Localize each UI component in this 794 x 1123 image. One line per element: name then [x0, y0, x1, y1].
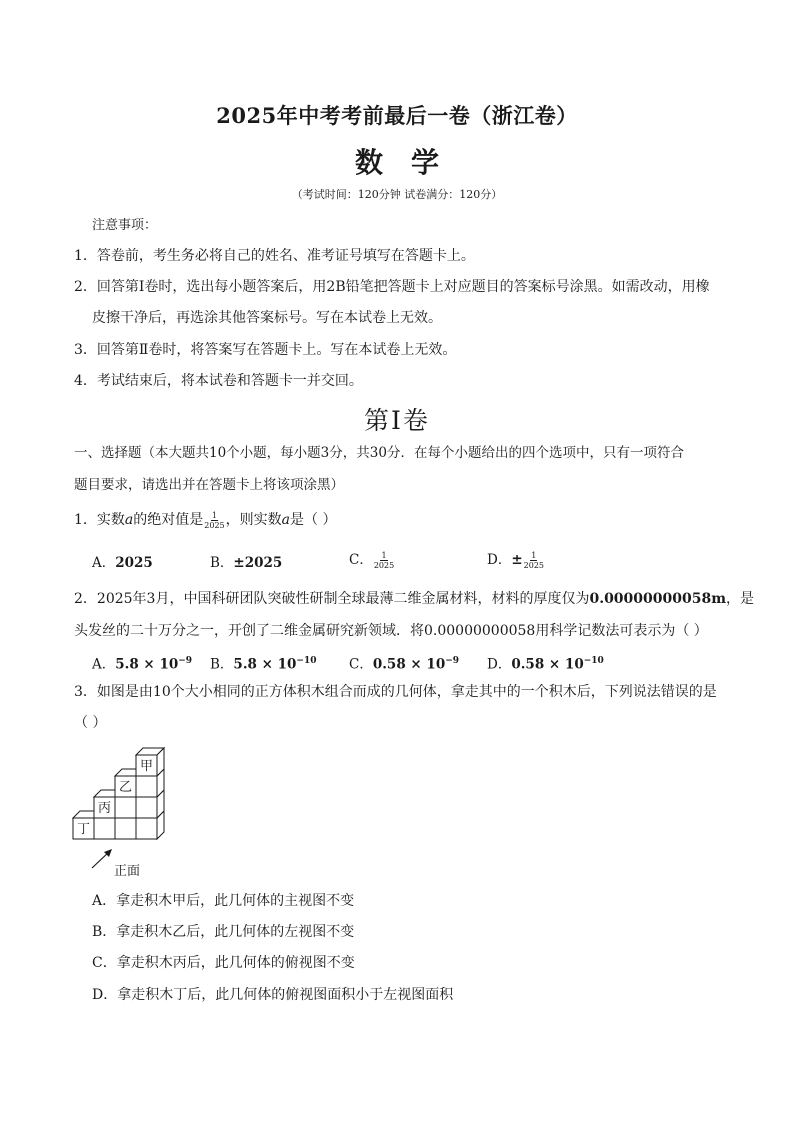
question-2-stem [74, 589, 754, 609]
option-label: D． [487, 552, 512, 568]
notice-item: 3．回答第Ⅱ卷时，将答案写在答题卡上。写在本试卷上无效。 [74, 342, 457, 358]
option-fraction [374, 551, 394, 570]
exam-title: 2025年中考考前最后一卷（浙江卷） [216, 103, 578, 128]
q2-option-d [487, 651, 604, 675]
question-1-stem [74, 510, 336, 530]
option-sign: ± [511, 552, 523, 568]
option-label: A． [92, 656, 116, 673]
option-label: B． [210, 555, 234, 571]
cube-stack-diagram [70, 743, 180, 883]
q1-option-b [210, 553, 282, 573]
q2-value: 0.00000000058m [589, 591, 727, 607]
frac-numerator: 1 [381, 551, 387, 560]
q3-option-c: C．拿走积木丙后，此几何体的俯视图不变 [92, 955, 355, 971]
q1-option-c [349, 550, 395, 570]
option-exponent: −10 [296, 656, 317, 666]
cube [136, 776, 157, 797]
option-label: D． [487, 656, 512, 673]
label-front: 正面 [114, 864, 141, 879]
option-fraction [524, 551, 544, 570]
section-title: 第Ⅰ卷 [364, 406, 430, 435]
q1-var: a [124, 512, 134, 528]
option-base: 5.8 × 10 [233, 656, 297, 673]
cube [136, 797, 157, 818]
q2-option-b [210, 651, 317, 675]
notice-heading: 注意事项： [92, 218, 158, 233]
q1-prefix: 1．实数 [74, 512, 125, 528]
part1-instructions: 题目要求，请选出并在答题卡上将该项涂黑） [74, 477, 344, 493]
cube [115, 818, 136, 839]
notice-item: 2．回答第Ⅰ卷时，选出每小题答案后，用2B铅笔把答题卡上对应题目的答案标号涂黑。如需改动，用橡 [74, 279, 710, 295]
notice-item: 皮擦干净后，再选涂其他答案标号。写在本试卷上无效。 [92, 310, 442, 326]
option-exponent: −9 [445, 656, 460, 666]
label-bing: 丙 [97, 801, 112, 816]
q1-middle: 的绝对值是 [133, 512, 204, 528]
option-exponent: −9 [178, 656, 193, 666]
q2-option-c [349, 651, 459, 675]
q1-fraction [204, 511, 224, 530]
option-base: 5.8 × 10 [115, 656, 179, 673]
label-ding: 丁 [76, 822, 91, 837]
notice-item: 4．考试结束后，将本试卷和答题卡一并交回。 [74, 373, 363, 389]
q1-after: ，则实数 [225, 512, 282, 528]
q2-prefix: 2．2025年3月，中国科研团队突破性研制全球最薄二维金属材料，材料的厚度仅为 [74, 591, 590, 607]
option-base: 0.58 × 10 [372, 656, 446, 673]
q3-option-d: D．拿走积木丁后，此几何体的俯视图面积小于左视图面积 [92, 987, 454, 1003]
q1-option-a [92, 553, 153, 573]
arrow-icon [92, 849, 112, 868]
option-label: A． [92, 555, 116, 571]
q1-end: 是（ ） [290, 512, 337, 528]
option-exponent: −10 [583, 656, 604, 666]
cube [115, 797, 136, 818]
q1-option-d [487, 550, 545, 570]
notice-item: 1．答卷前，考生务必将自己的姓名、准考证号填写在答题卡上。 [74, 248, 475, 264]
q3-option-a: A．拿走积木甲后，此几何体的主视图不变 [92, 893, 355, 909]
q2-suffix: ，是 [726, 591, 755, 607]
option-value: ±2025 [233, 555, 283, 571]
label-yi: 乙 [118, 780, 133, 795]
frac-denominator: 2025 [523, 561, 544, 570]
option-base: 0.58 × 10 [511, 656, 584, 673]
cube [94, 818, 115, 839]
question-3-stem-2: （ ） [74, 715, 107, 731]
question-3-stem: 3．如图是由10个大小相同的正方体积木组合而成的几何体，拿走其中的一个积木后，下列说法错误的是 [74, 684, 717, 700]
option-value: 2025 [115, 555, 153, 571]
cube [136, 818, 157, 839]
option-label: C． [349, 552, 373, 568]
frac-numerator: 1 [211, 510, 217, 520]
subject-title: 数学 [354, 146, 467, 179]
cube-stack-figure [70, 743, 180, 883]
frac-numerator: 1 [531, 551, 537, 560]
option-label: B． [210, 656, 234, 673]
q2-option-a [92, 651, 192, 675]
q1-var-2: a [281, 512, 290, 528]
label-jia: 甲 [139, 759, 154, 774]
part1-instructions: 一、选择题（本大题共10个小题，每小题3分，共30分．在每个小题给出的四个选项中，只有一项符合 [74, 445, 684, 461]
question-2-stem-2: 头发丝的二十万分之一，开创了二维金属研究新领域．将0.00000000058用科学记数法可表示为（ ） [74, 623, 708, 639]
time-info: （考试时间：120分钟 试卷满分：120分） [291, 188, 503, 201]
option-label: C． [349, 656, 373, 673]
frac-denominator: 2025 [373, 561, 395, 570]
q3-option-b: B．拿走积木乙后，此几何体的左视图不变 [92, 924, 355, 940]
frac-denominator: 2025 [204, 520, 225, 530]
